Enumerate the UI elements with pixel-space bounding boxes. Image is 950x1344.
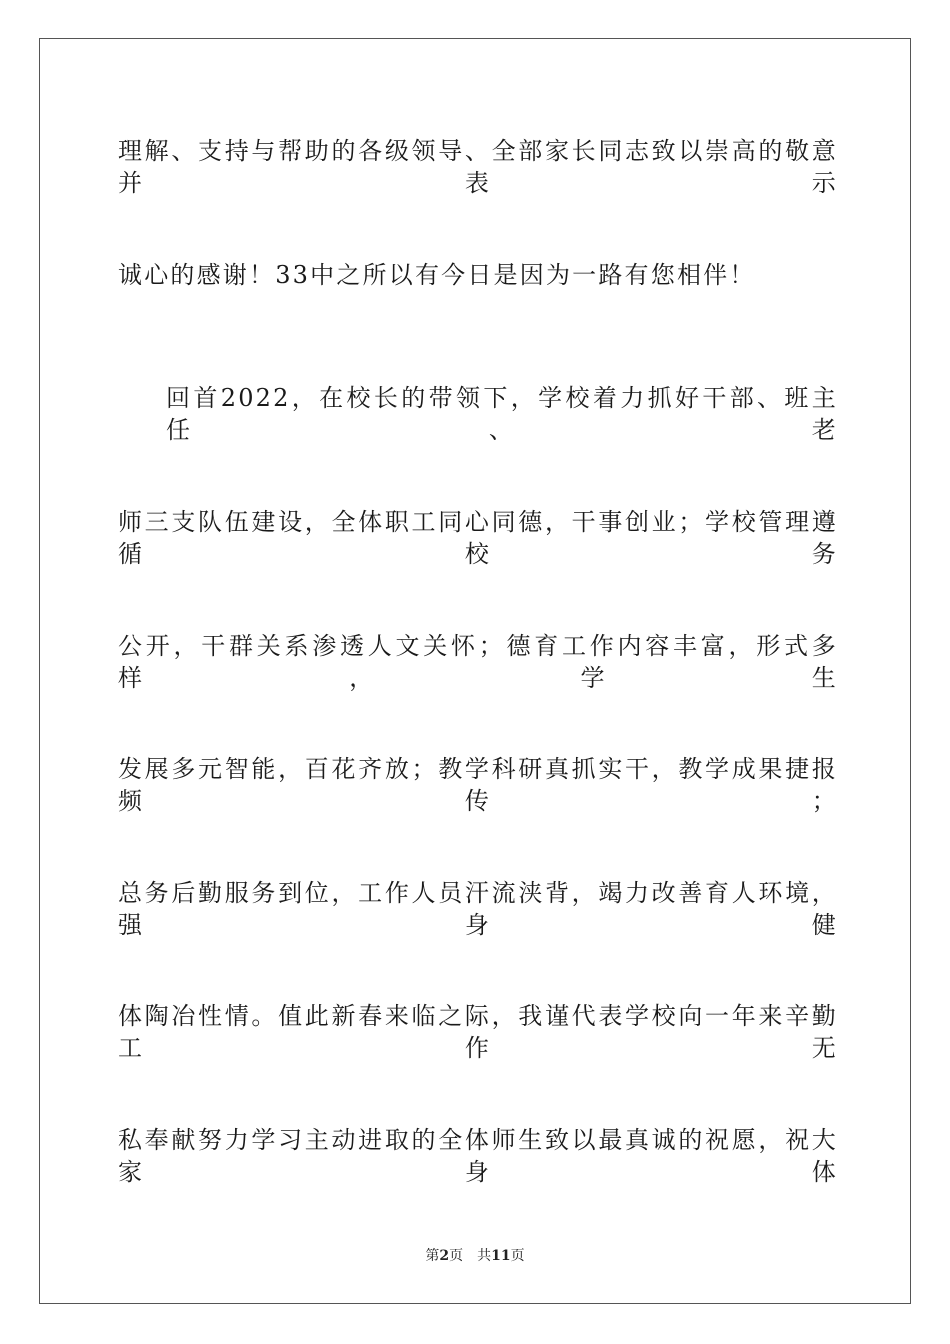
total-suffix: 页 [510, 1248, 525, 1264]
total-prefix: 共 [477, 1248, 492, 1264]
body-line-5: 公开，干群关系渗透人文关怀；德育工作内容丰富，形式多样，学生 [118, 632, 838, 692]
page-suffix: 页 [449, 1248, 464, 1264]
body-line-9: 私奉献努力学习主动进取的全体师生致以最真诚的祝愿，祝大家身体 [118, 1126, 838, 1186]
body-line-8: 体陶冶性情。值此新春来临之际，我谨代表学校向一年来辛勤工作无 [118, 1002, 838, 1062]
total-pages: 11 [491, 1248, 511, 1264]
page-number: 2 [439, 1248, 450, 1264]
body-line-4: 师三支队伍建设，全体职工同心同德，干事创业；学校管理遵循校务 [118, 508, 838, 568]
body-line-7: 总务后勤服务到位，工作人员汗流浃背，竭力改善育人环境，强身健 [118, 879, 838, 939]
body-line-2: 诚心的感谢！33中之所以有今日是因为一路有您相伴！ [118, 261, 756, 289]
body-line-6: 发展多元智能，百花齐放；教学科研真抓实干，教学成果捷报频传； [118, 755, 838, 815]
page-footer [0, 1247, 950, 1265]
body-line-1: 理解、支持与帮助的各级领导、全部家长同志致以崇高的敬意并表示 [118, 137, 838, 197]
body-line-3: 回首2022，在校长的带领下，学校着力抓好干部、班主任、老 [166, 384, 838, 444]
page-prefix: 第 [425, 1248, 440, 1264]
